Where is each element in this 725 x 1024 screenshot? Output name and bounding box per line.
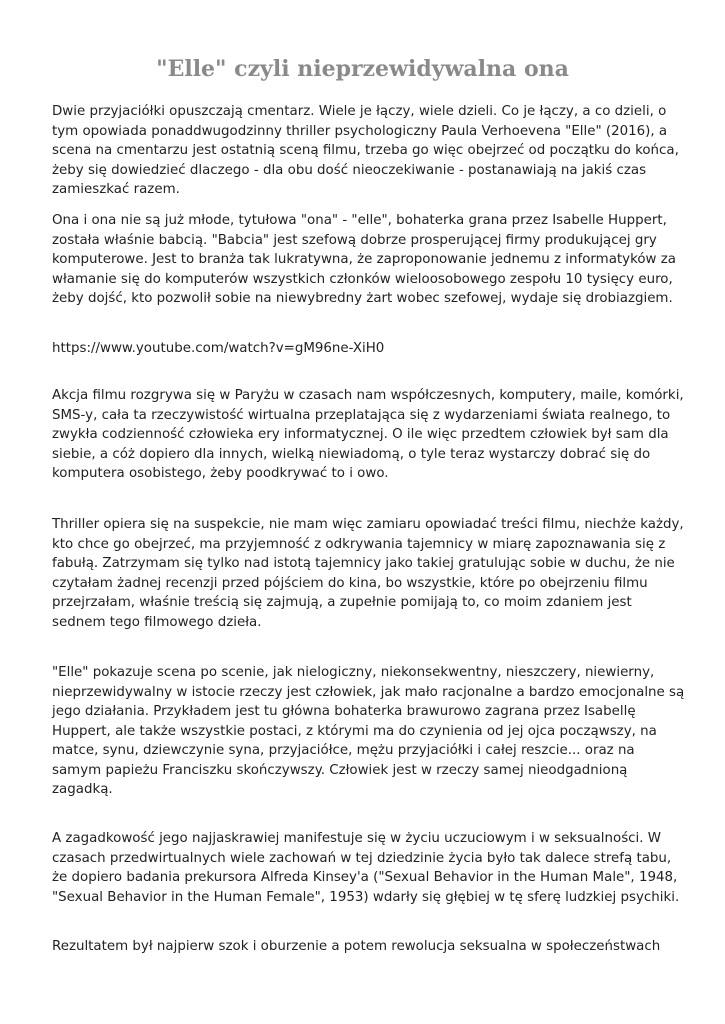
text-line: scena na cmentarzu jest ostatnią sceną filmu, trzeba go więc obejrzeć od początku do końca,	[52, 143, 679, 158]
text-line: SMS-y, cała ta rzeczywistość wirtualna przeplatająca się z wydarzeniami świata realnego, to	[52, 407, 671, 423]
paragraph-4	[52, 515, 684, 632]
youtube-link[interactable]: https://www.youtube.com/watch?v=gM96ne-XiH0	[52, 341, 385, 356]
paragraph-6	[52, 829, 680, 907]
text-line: Dwie przyjaciółki opuszczają cmentarz. Wiele je łączy, wiele dzieli. Co je łączy, a co dzieli, o	[52, 104, 667, 119]
paragraph-1	[52, 102, 677, 200]
text-line: żeby dojść, kto pozwolił sobie na niewybredny żart wobec szefowej, wydaje się drobiazgiem.	[52, 291, 673, 306]
paragraph-3	[52, 386, 684, 484]
text-line: Rezultatem był najpierw szok i oburzenie a potem rewolucja seksualna w społeczeństwach	[52, 939, 661, 954]
text-line: że dopiero badania prekursora Alfreda Kinsey'a ("Sexual Behavior in the Human Male", 1948,	[52, 870, 678, 885]
text-line: przejrzałam, właśnie treścią się zajmują, a zupełnie pomijają to, co moim zdaniem jest	[52, 595, 632, 610]
paragraph-7	[52, 937, 677, 957]
text-line: Ona i ona nie są już młode, tytułowa "ona" - "elle", bohaterka grana przez Isabelle Huppert,	[52, 213, 667, 228]
text-line: "Sexual Behavior in the Human Female", 1953) wdarły się głębiej w tę sferę ludzkiej psychiki.	[52, 889, 680, 905]
text-line: nieprzewidywalny w istocie rzeczy jest człowiek, jak mało racjonalne a bardzo emocjonalne są	[52, 684, 685, 700]
text-line: sednem tego filmowego dzieła.	[52, 614, 262, 630]
text-line: fabułą. Zatrzymam się tylko nad istotą tajemnicy jako takiej gratulując sobie w duchu, że nie	[52, 556, 675, 571]
text-line: samym papieżu Franciszku skończywszy. Człowiek jest w rzeczy samej nieodgadnioną	[52, 762, 628, 778]
text-line: "Elle" pokazuje scena po scenie, jak nielogiczny, niekonsekwentny, nieszczery, niewierny,	[52, 665, 655, 680]
text-line: czytałam żadnej recenzji przed pójściem do kina, bo wszystkie, które po obejrzeniu filmu	[52, 575, 648, 591]
text-line: czasach przedwirtualnych wiele zachowań w tej dziedzinie życia było tak dalece strefą tabu,	[52, 850, 672, 866]
text-line: siebie, a cóż dopiero dla innych, wielką niewiadomą, o tyle teraz wystarczy dobrać się do	[52, 446, 651, 462]
text-line: A zagadkowość jego najjaskrawiej manifestuje się w życiu uczuciowym i w seksualności. W	[52, 831, 662, 846]
text-line: została właśnie babcią. "Babcia" jest szefową dobrze prosperującej firmy produkującej gry	[52, 232, 657, 248]
text-line: Akcja filmu rozgrywa się w Paryżu w czasach nam współczesnych, komputery, maile, komórki,	[52, 388, 684, 403]
text-line: zwykła codzienność człowieka ery informatycznej. O ile więc przedtem człowiek był sam dla	[52, 427, 669, 442]
text-line: zamieszkać razem.	[52, 182, 180, 197]
text-line: Huppert, ale także wszystkie postaci, z którymi ma do czynienia od jej ojca począwszy, na	[52, 723, 657, 739]
text-line: Thriller opiera się na suspekcie, nie mam więc zamiaru opowiadać treści filmu, niechże każdy,	[52, 517, 684, 532]
text-line: komputerowe. Jest to branża tak lukratywna, że zaproponowanie jednemu z informatyków za	[52, 252, 676, 267]
text-line: komputera osobistego, żeby poodkrywać to i owo.	[52, 466, 389, 481]
text-line: tym opowiada ponaddwugodzinny thriller psychologiczny Paula Verhoevena "Elle" (2016), a	[52, 123, 668, 139]
text-line: włamanie się do komputerów wszystkich członków wieloosobowego zespołu 10 tysięcy euro,	[52, 271, 673, 287]
text-line: kto chce go obejrzeć, ma przyjemność z odkrywania tajemnicy w miarę zapoznawania się z	[52, 536, 666, 552]
paragraph-2	[52, 211, 677, 309]
text-line: jego działania. Przykładem jest tu główna bohaterka brawurowo zagrana przez Isabellę	[52, 704, 636, 719]
text-line: zagadką.	[52, 782, 113, 797]
text-line: żeby się dowiedzieć dlaczego - dla obu dość nieoczekiwanie - postanawiają na jakiś czas	[52, 162, 647, 178]
paragraph-5	[52, 663, 685, 800]
page-title: "Elle" czyli nieprzewidywalna ona	[156, 56, 569, 82]
text-line: matce, synu, dziewczynie syna, przyjaciółce, mężu przyjaciółki i całej reszcie... oraz na	[52, 743, 635, 758]
